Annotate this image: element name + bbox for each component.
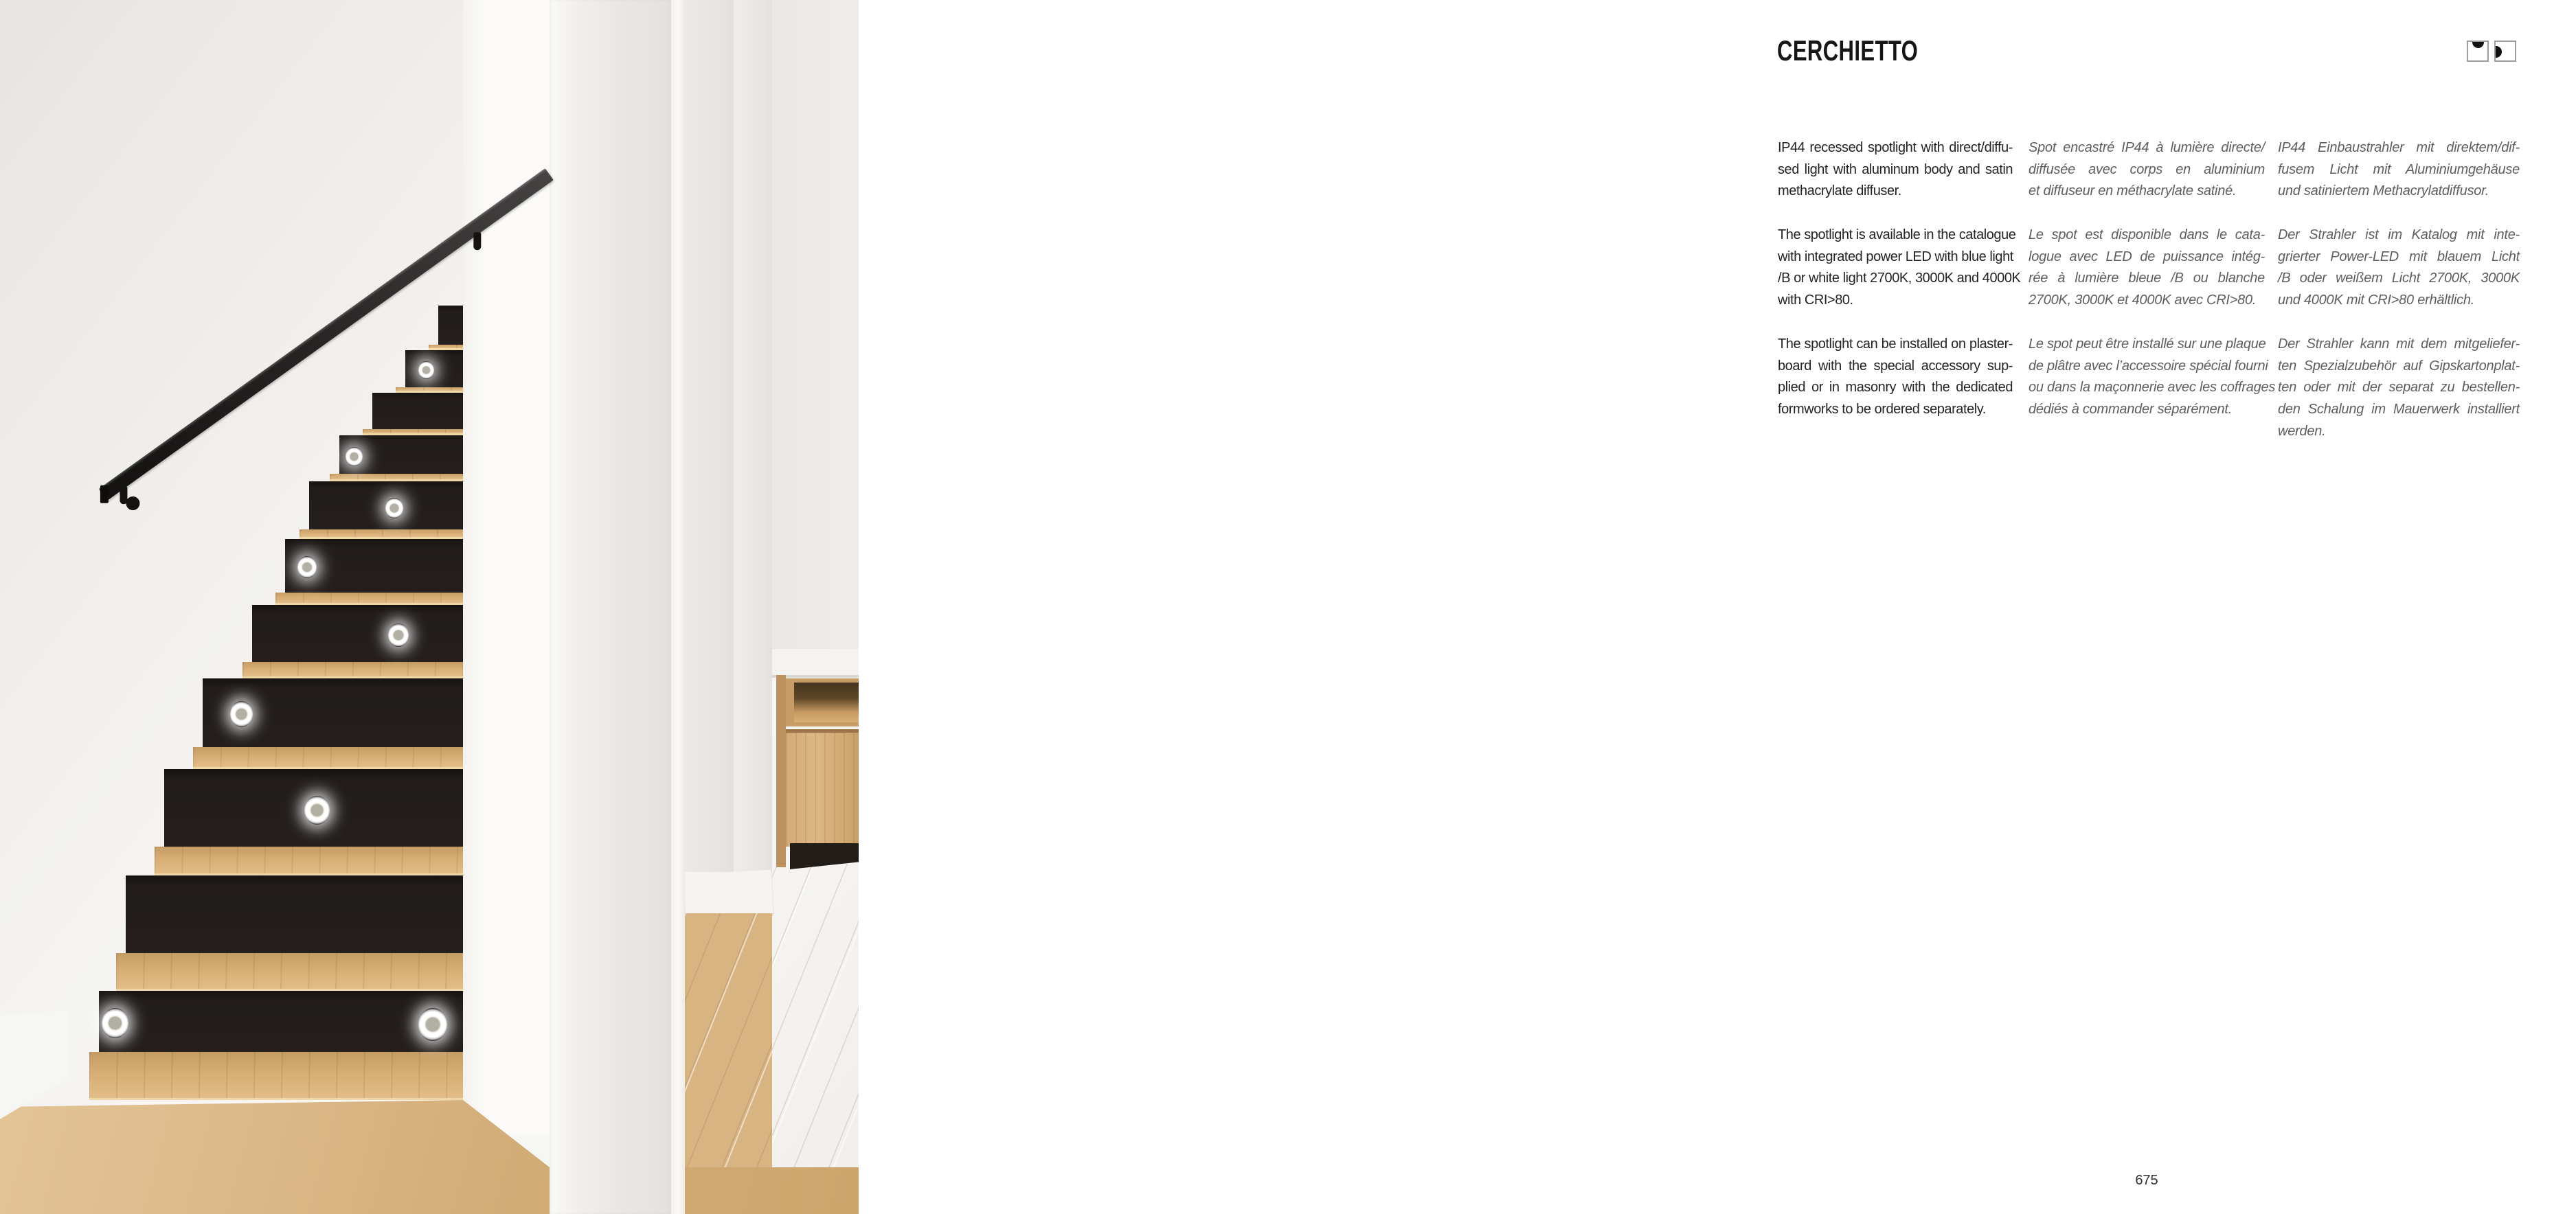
stair-riser	[126, 875, 463, 953]
text-line: /B or white light 2700K, 3000K and 4000K	[1778, 271, 2021, 286]
text-column-en	[1778, 137, 2021, 443]
stair-tread	[363, 429, 463, 435]
text-line: et diffuseur en méthacrylate satiné.	[2029, 183, 2237, 199]
text-line: plied or in masonry with the dedicated	[1778, 380, 2013, 396]
hallway-wall	[772, 0, 859, 652]
text-line: logue avec LED de puissance intég-	[2029, 249, 2265, 264]
text-column-fr	[2029, 137, 2276, 443]
text-line: formworks to be ordered separately.	[1778, 401, 1986, 417]
stair-riser	[405, 350, 463, 387]
baseboard	[0, 1009, 69, 1119]
text-line: The spotlight is available in the catalogue	[1778, 227, 2016, 243]
stair-riser	[372, 393, 463, 429]
text-line: Le spot peut être installé sur une plaque	[2029, 336, 2266, 352]
stair-tread	[242, 662, 463, 678]
wall-panel	[734, 0, 772, 872]
page-number: 675	[2135, 1173, 2158, 1188]
text-line: dédiés à commander séparément.	[2029, 401, 2232, 417]
text-line: with integrated power LED with blue light	[1778, 249, 2013, 264]
text-line: board with the special accessory sup-	[1778, 358, 2013, 374]
paragraph	[2278, 137, 2520, 203]
recessed-spotlight	[385, 498, 403, 518]
page-title: CERCHIETTO	[1777, 34, 1919, 67]
recessed-spotlight	[388, 623, 409, 647]
text-column-de	[2278, 137, 2520, 464]
recessed-spotlight	[230, 701, 253, 727]
recessed-ceiling-mount-icon	[2467, 41, 2489, 62]
text-line: IP44 Einbaustrahler mit direktem/dif-	[2278, 140, 2520, 155]
text-line: 2700K, 3000K et 4000K avec CRI>80.	[2029, 293, 2257, 308]
paragraph	[1778, 225, 2021, 312]
paragraph	[2029, 225, 2265, 312]
text-line: fusem Licht mit Aluminiumgehäuse	[2278, 161, 2520, 177]
recessed-spotlight	[418, 1008, 447, 1041]
stair-tread	[89, 1052, 463, 1100]
wall-pillar	[550, 0, 671, 1214]
handrail-bracket	[473, 232, 481, 250]
recessed-wall-mount-icon	[2494, 41, 2516, 62]
text-line: und satiniertem Methacrylatdiffusor.	[2278, 183, 2489, 199]
text-line: /B oder weißem Licht 2700K, 3000K	[2278, 271, 2520, 286]
text-line: Der Strahler kann mit dem mitgeliefer-	[2278, 336, 2520, 352]
text-line: The spotlight can be installed on plaster-	[1778, 336, 2013, 352]
stair-tread	[330, 474, 463, 481]
recessed-spotlight	[304, 796, 330, 825]
paragraph	[2029, 137, 2265, 203]
ceiling-mount-glyph	[2472, 42, 2484, 48]
wall-panel-edge	[671, 0, 685, 1214]
stair-riser	[99, 991, 463, 1052]
stair-tread	[116, 953, 463, 991]
stair-tread	[155, 847, 463, 875]
cabinet-door	[786, 729, 859, 847]
text-line: Le spot est disponible dans le cata-	[2029, 227, 2265, 243]
paragraph	[2278, 225, 2520, 312]
text-line: Der Strahler ist im Katalog mit inte-	[2278, 227, 2520, 243]
text-line: den Schalung im Mauerwerk installiert	[2278, 401, 2520, 417]
text-line: Spot encastré IP44 à lumière directe/	[2029, 140, 2265, 155]
stair-tread	[275, 593, 463, 605]
cabinet-side	[776, 675, 786, 867]
countertop	[772, 649, 859, 678]
recessed-spotlight	[297, 556, 317, 578]
stair-tread	[193, 747, 463, 769]
handrail-endcap	[100, 485, 109, 503]
text-line: ten oder mit der separat zu bestellen-	[2278, 380, 2520, 396]
paragraph	[1778, 137, 2013, 203]
text-line: werden.	[2278, 423, 2326, 439]
catalog-page	[859, 0, 2520, 1214]
stair-riser	[252, 605, 463, 662]
text-line: diffusée avec corps en aluminium	[2029, 161, 2265, 177]
text-line: grierter Power-LED mit blauem Licht	[2278, 249, 2520, 264]
recessed-spotlight	[346, 447, 363, 466]
recessed-spotlight	[102, 1008, 128, 1038]
cabinet-niche-interior	[794, 683, 859, 722]
paragraph	[2029, 334, 2276, 421]
text-line: und 4000K mit CRI>80 erhältlich.	[2278, 293, 2475, 308]
text-line: rée à lumière bleue /B ou blanche	[2029, 271, 2265, 286]
wall-panel	[685, 0, 734, 872]
baseboard	[683, 870, 773, 919]
stair-tread	[300, 529, 463, 539]
paragraph	[2278, 334, 2520, 442]
text-line: ou dans la maçonnerie avec les coffrages	[2029, 380, 2276, 396]
stair-tread	[429, 345, 463, 350]
recessed-spotlight	[418, 361, 434, 379]
text-line: de plâtre avec l’accessoire spécial fourni	[2029, 358, 2268, 374]
stair-riser	[438, 306, 463, 345]
text-line: sed light with aluminum body and satin	[1778, 161, 2013, 177]
text-line: methacrylate diffuser.	[1778, 183, 1901, 199]
text-line: with CRI>80.	[1778, 293, 1853, 308]
text-line: IP44 recessed spotlight with direct/diffu-	[1778, 140, 2013, 155]
stair-tread	[396, 387, 463, 393]
text-line: ten Spezialzubehör auf Gipskartonplat-	[2278, 358, 2520, 374]
paragraph	[1778, 334, 2013, 421]
wall-mount-glyph	[2496, 46, 2502, 58]
staircase-photo	[0, 0, 859, 1214]
